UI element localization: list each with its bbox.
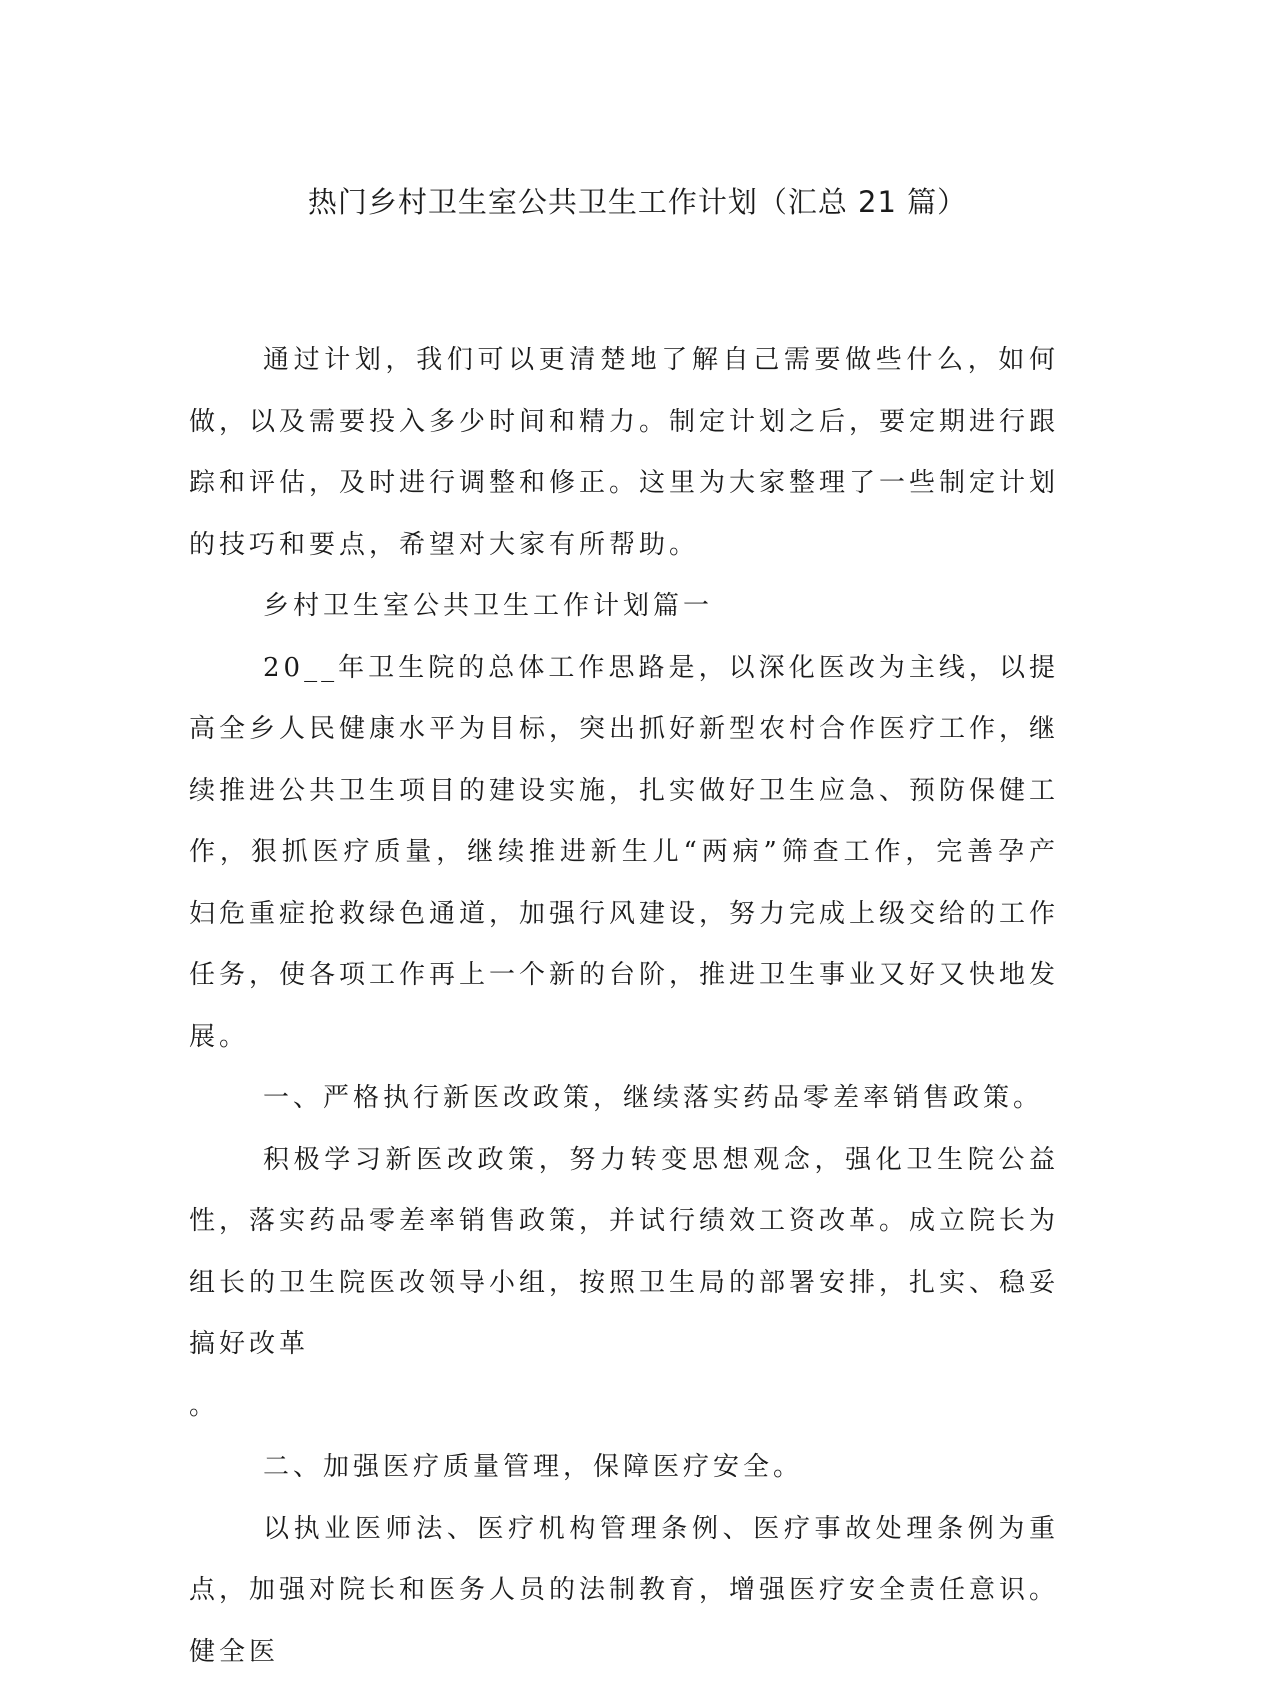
document-title: 热门乡村卫生室公共卫生工作计划（汇总 21 篇） [0, 182, 1275, 222]
item-heading-2: 二、加强医疗质量管理，保障医疗安全。 [189, 1437, 1059, 1499]
item-heading-1: 一、严格执行新医改政策，继续落实药品零差率销售政策。 [189, 1068, 1059, 1130]
section-heading-part-one: 乡村卫生室公共卫生工作计划篇一 [189, 576, 1059, 638]
orphan-period: 。 [189, 1376, 1059, 1438]
document-body [189, 330, 1059, 1683]
reform-paragraph: 积极学习新医改政策，努力转变思想观念，强化卫生院公益性，落实药品零差率销售政策，并试行绩效工资改革。成立院长为组长的卫生院医改领导小组，按照卫生局的部署安排，扎实、稳妥搞好改革 [189, 1130, 1059, 1376]
work-approach-paragraph: 20__年卫生院的总体工作思路是，以深化医改为主线，以提高全乡人民健康水平为目标，突出抓好新型农村合作医疗工作，继续推进公共卫生项目的建设实施，扎实做好卫生应急、预防保健工作，狠抓医疗质量，继续推进新生儿“两病”筛查工作，完善孕产妇危重症抢救绿色通道，加强行风建设，努力完成上级交给的工作任务，使各项工作再上一个新的台阶，推进卫生事业又好又快地发展。 [189, 638, 1059, 1069]
legal-education-paragraph: 以执业医师法、医疗机构管理条例、医疗事故处理条例为重点，加强对院长和医务人员的法制教育，增强医疗安全责任意识。健全医 [189, 1499, 1059, 1683]
intro-paragraph: 通过计划，我们可以更清楚地了解自己需要做些什么，如何做，以及需要投入多少时间和精力。制定计划之后，要定期进行跟踪和评估，及时进行调整和修正。这里为大家整理了一些制定计划的技巧和要点，希望对大家有所帮助。 [189, 330, 1059, 576]
